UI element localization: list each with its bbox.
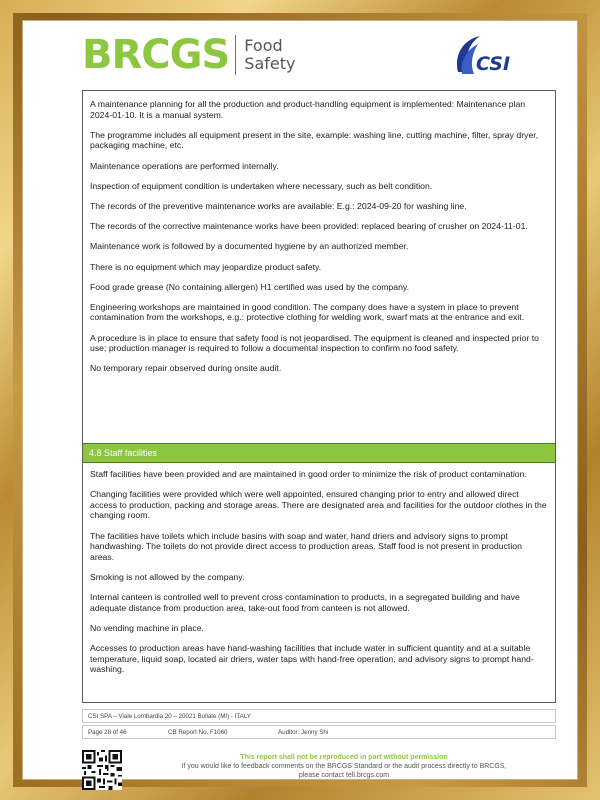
section-title: 4.8 Staff facilities [89,448,157,458]
paragraph: Engineering workshops are maintained in good condition. The company does have a system in place to prevent contamination from the workshops, e.g.: protective clothing for welding work, swarf mats at the entrance and exit. [90,301,525,323]
paragraph: No vending machine in place. [90,622,204,633]
paragraph: The programme includes all equipment present in the site, example: washing line, cutting machine, filter, spray dryer, packaging machine, etc. [90,129,539,151]
paragraph: Internal canteen is controlled well to prevent cross contamination to products, in a segregated building and have adequate distance from production area, take-out food from canteen is not allowed. [90,592,520,613]
brcgs-subtitle [244,37,295,73]
paragraph: The facilities have toilets which include basins with soap and water, hand driers and advisory signs to prompt handwashing. The toilets do not provide direct access to production areas. Staff food is not present in production areas. [90,530,522,562]
footer-address: CSI SPA – Viale Lombardia 20 – 20021 Bollate (MI) - ITALY [88,712,251,720]
paragraph: Staff facilities have been provided and are maintained in good order to minimize the risk of product contamination. [90,469,527,479]
page-footer [82,709,556,739]
notice-line: If you would like to feedback comments on the BRCGS Standard or the audit process directly to BRCGS, [181,763,507,770]
footer-report-number: CB Report No. F1060 [168,728,228,736]
paragraph: Food grade grease (No containing allergen) H1 certified was used by the company. [90,281,410,292]
footer-info-row [82,725,556,739]
paragraph: There is no equipment which may jeopardize product safety. [90,261,322,272]
paragraph: Accesses to production areas have hand-washing facilities that include water in sufficient quantity and at a suitable temperature, liquid soap, located air driers, water taps with hand-free operation, and advisory signs to prompt hand-washing. [90,643,534,675]
paragraph: Smoking is not allowed by the company. [90,571,245,582]
staff-facilities-section [83,469,555,684]
brcgs-subtitle-line2: Safety [244,54,296,73]
paragraph: A procedure is in place to ensure that safety food is not jeopardised. The equipment is cleaned and inspected prior to use; production manager is required to follow a documental inspection to confirm no food safety. [90,332,539,354]
paragraph: Maintenance work is followed by a documented hygiene by an authorized member. [90,241,409,252]
paragraph: Inspection of equipment condition is undertaken where necessary, such as belt condition. [90,180,433,191]
notice-contact-link[interactable]: please contact tell.brcgs.com [298,772,390,779]
paragraph: No temporary repair observed during onsite audit. [90,363,282,374]
paragraph: The records of the corrective maintenance works have been provided: replaced bearing of crusher on 2024-11-01. [90,221,528,232]
logo-divider [235,35,236,75]
paragraph: Changing facilities were provided which were well appointed, ensured changing prior to entry and allowed direct access to production, packing and storage areas. There are designated area and facilities for the outdoor clothes in the changing room. [90,489,547,521]
maintenance-section [83,91,555,374]
footer-page-number: Page 28 of 46 [88,728,127,736]
brcgs-subtitle-line1: Food [244,36,283,55]
report-page [22,20,578,780]
paragraph: The records of the preventive maintenance works are available: E.g.: 2024-09-20 for washing line. [90,200,467,211]
paragraph: A maintenance planning for all the production and product-handling equipment is implemented: Maintenance plan 2024-01-10. It is a manual system. [90,99,526,120]
copyright-notice [132,753,556,780]
notice-title: This report shall not be reproduced in part without permission [240,754,448,761]
svg-text:CSI: CSI [476,53,511,75]
brcgs-logo [82,30,295,80]
brcgs-wordmark: BRCGS [82,32,230,78]
footer-auditor: Auditor: Jenny Shi [278,728,329,736]
content-box [82,90,556,703]
footer-address-row [82,709,556,723]
section-header-staff-facilities [83,443,555,463]
csi-logo-icon [452,34,522,78]
qr-code-icon [82,750,122,790]
paragraph: Maintenance operations are performed internally. [90,160,279,171]
